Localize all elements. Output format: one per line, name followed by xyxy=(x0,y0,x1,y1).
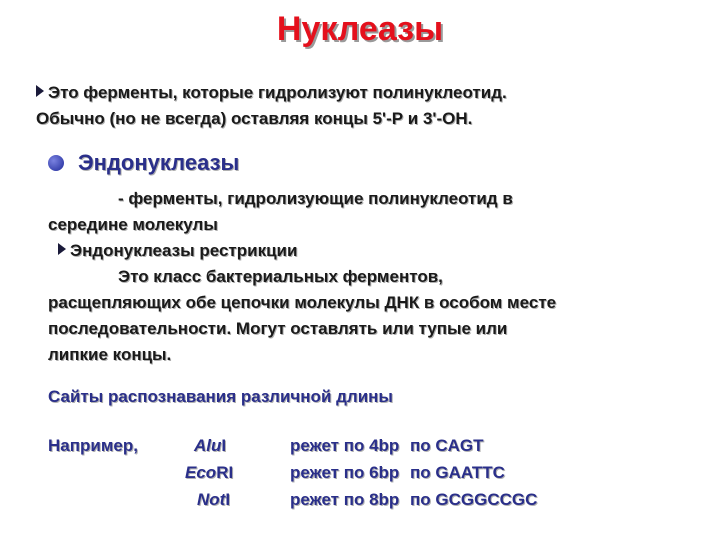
example-row-2-site: по GAATTC xyxy=(410,463,505,482)
round-bullet-icon xyxy=(48,155,64,171)
restriction-line-2: расщепляющих обе цепочки молекулы ДНК в особом месте xyxy=(48,293,557,312)
example-row-1-enzyme: AluI xyxy=(194,436,227,455)
restriction-line-4: липкие концы. xyxy=(48,345,172,364)
example-row-2-cut: режет по 6bp xyxy=(290,463,400,482)
endonucleases-definition xyxy=(48,186,698,368)
triangle-bullet-icon xyxy=(36,85,44,97)
definition-line-1: - ферменты, гидролизующие полинуклеотид в xyxy=(118,189,513,208)
restriction-line-3: последовательности. Могут оставлять или тупые или xyxy=(48,319,508,338)
example-row-3-enzyme: NotI xyxy=(197,490,231,509)
restriction-line-1: Это класс бактериальных ферментов, xyxy=(118,267,443,286)
intro-text xyxy=(36,80,696,132)
endonucleases-heading-label: Эндонуклеазы xyxy=(78,150,240,175)
examples-label: Например, xyxy=(48,436,138,455)
example-row-1-cut: режет по 4bp xyxy=(290,436,400,455)
sites-heading: Сайты распознавания различной длины xyxy=(48,387,393,406)
restriction-heading: Эндонуклеазы рестрикции xyxy=(70,241,298,260)
intro-line-1: Это ферменты, которые гидролизуют полинуклеотид. xyxy=(48,83,507,102)
triangle-bullet-icon xyxy=(58,243,66,255)
slide-title: Нуклеазы xyxy=(276,10,444,48)
example-row-3-cut: режет по 8bp xyxy=(290,490,400,509)
endonucleases-heading xyxy=(48,150,239,176)
example-row-3-site: по GCGGCCGC xyxy=(410,490,538,509)
example-row-1-site: по CAGT xyxy=(410,436,484,455)
example-row-2-enzyme: EcoRI xyxy=(185,463,234,482)
intro-line-2: Обычно (но не всегда) оставляя концы 5'-Р и 3'-ОН. xyxy=(36,109,473,128)
definition-line-2: середине молекулы xyxy=(48,215,218,234)
